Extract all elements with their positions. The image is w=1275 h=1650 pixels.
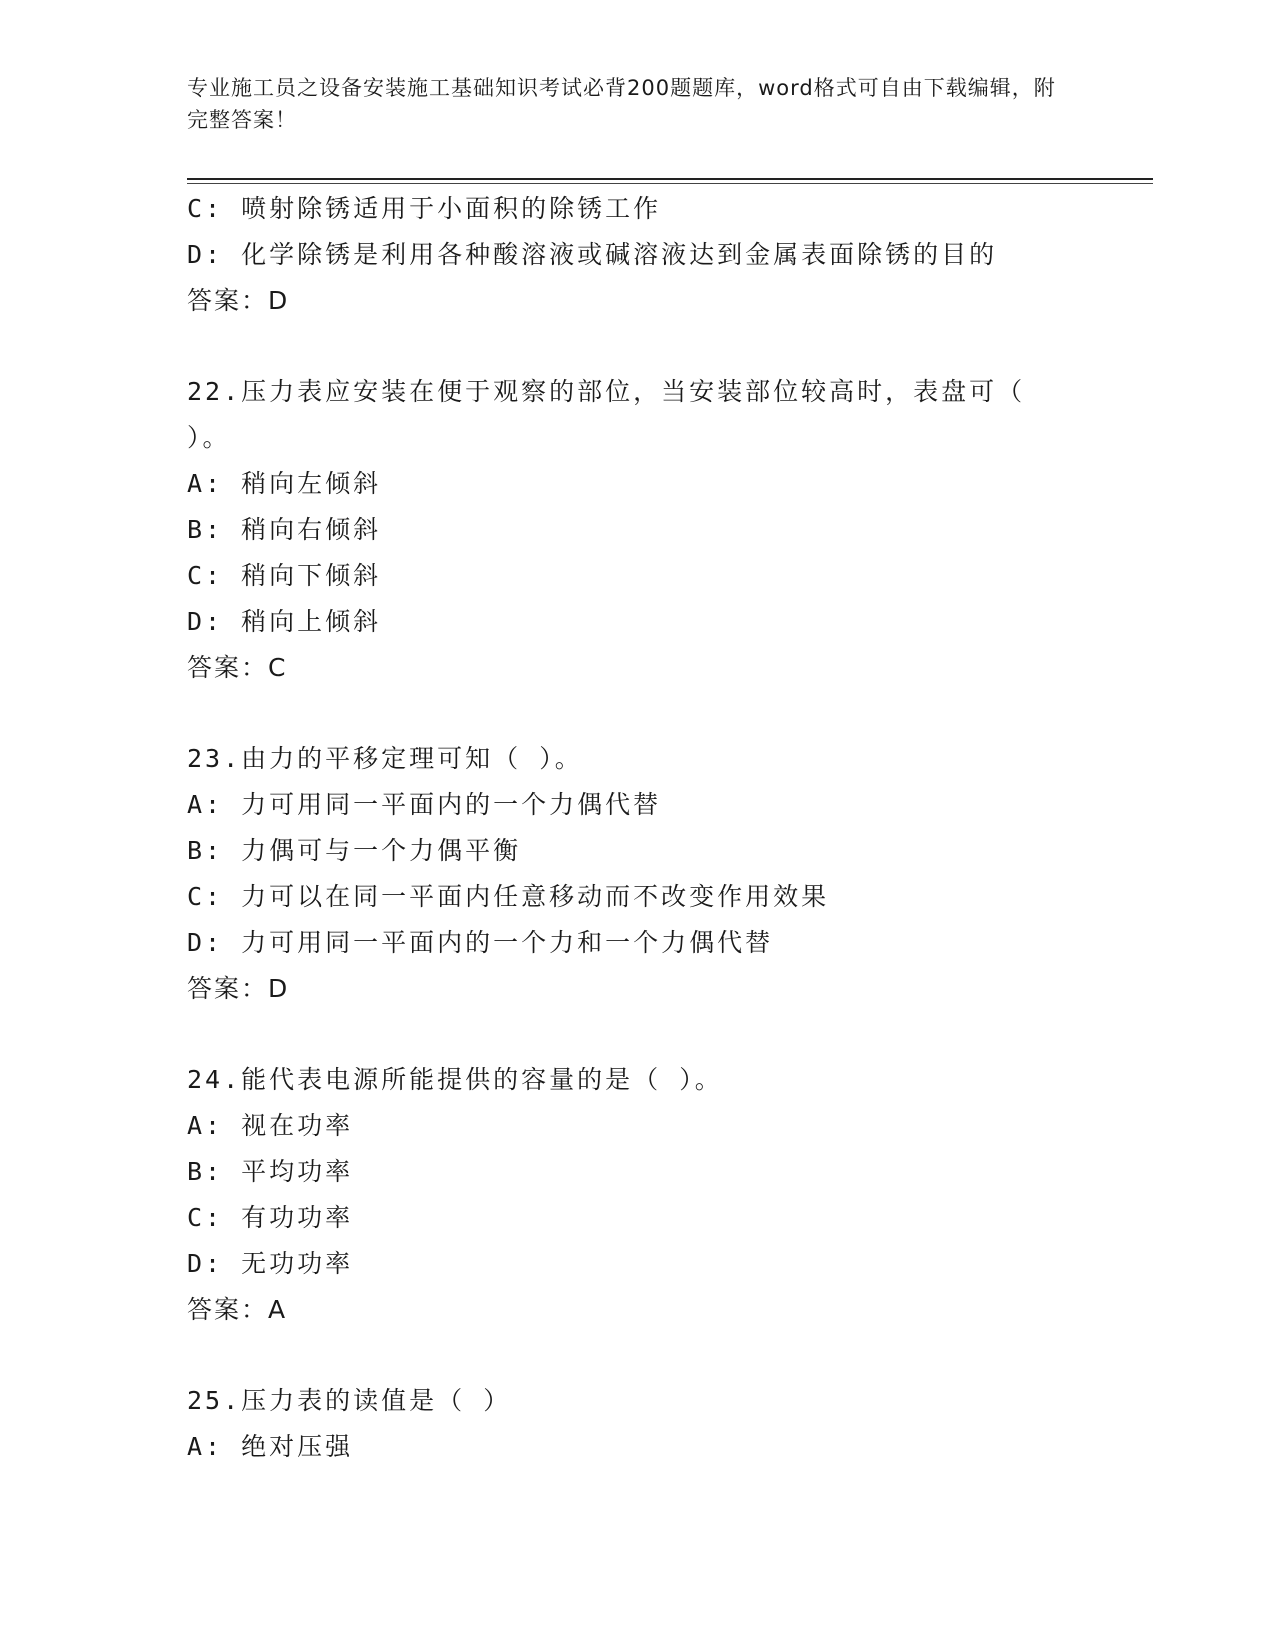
spacer — [187, 1333, 1067, 1378]
question-25 — [187, 1378, 1067, 1470]
option-d: D: 力可用同一平面内的一个力和一个力偶代替 — [187, 928, 774, 957]
question-21-tail — [187, 186, 1067, 324]
document-header: 专业施工员之设备安装施工基础知识考试必背200题题库，word格式可自由下载编辑，附完整答案！ — [187, 76, 1056, 132]
answer: 答案：D — [187, 286, 290, 315]
question-stem: 25.压力表的读值是（ ） — [187, 1386, 512, 1415]
spacer — [187, 691, 1067, 736]
option-d: D: 化学除锈是利用各种酸溶液或碱溶液达到金属表面除锈的目的 — [187, 240, 998, 269]
option-d: D: 稍向上倾斜 — [187, 607, 382, 636]
option-a: A: 绝对压强 — [187, 1432, 354, 1461]
question-23 — [187, 736, 1067, 1012]
question-22 — [187, 369, 1067, 691]
option-c: C: 力可以在同一平面内任意移动而不改变作用效果 — [187, 882, 830, 911]
option-c: C: 喷射除锈适用于小面积的除锈工作 — [187, 194, 662, 223]
answer: 答案：A — [187, 1295, 288, 1324]
question-stem: 24.能代表电源所能提供的容量的是（ ）。 — [187, 1065, 723, 1094]
option-c: C: 稍向下倾斜 — [187, 561, 382, 590]
option-a: A: 视在功率 — [187, 1111, 354, 1140]
question-stem: 22.压力表应安装在便于观察的部位，当安装部位较高时，表盘可（ ）。 — [187, 377, 1026, 452]
spacer — [187, 324, 1067, 369]
option-b: B: 力偶可与一个力偶平衡 — [187, 836, 522, 865]
option-a: A: 力可用同一平面内的一个力偶代替 — [187, 790, 662, 819]
option-a: A: 稍向左倾斜 — [187, 469, 382, 498]
option-b: B: 稍向右倾斜 — [187, 515, 382, 544]
question-24 — [187, 1057, 1067, 1333]
option-c: C: 有功功率 — [187, 1203, 354, 1232]
spacer — [187, 1012, 1067, 1057]
question-stem: 23.由力的平移定理可知（ ）。 — [187, 744, 583, 773]
question-content — [187, 186, 1067, 1470]
answer: 答案：C — [187, 653, 288, 682]
answer: 答案：D — [187, 974, 290, 1003]
option-d: D: 无功功率 — [187, 1249, 354, 1278]
option-b: B: 平均功率 — [187, 1157, 354, 1186]
header-rule-thick — [187, 178, 1153, 180]
header-rule-thin — [187, 183, 1153, 184]
